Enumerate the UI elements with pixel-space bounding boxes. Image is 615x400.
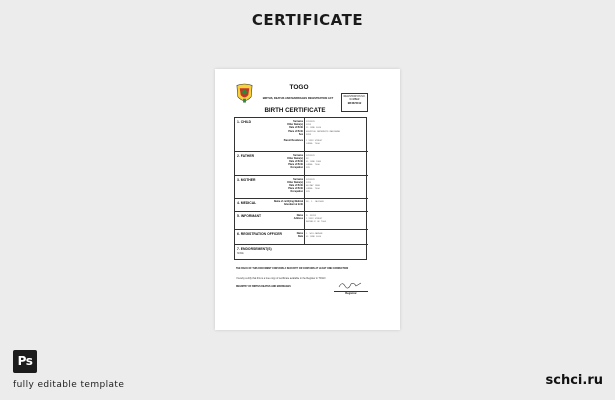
field-label: Surname	[293, 178, 303, 181]
field-value: 1 XXXX STREET	[306, 217, 323, 220]
field-row	[235, 236, 368, 240]
registration-number: ER4S72012	[347, 102, 362, 106]
section-title: 4. MEDICAL	[237, 201, 257, 205]
field-label: Date of Birth	[289, 160, 303, 163]
field-value: XXX	[306, 191, 310, 194]
certificate-title: BIRTH CERTIFICATE	[264, 107, 326, 114]
editable-caption: fully editable template	[13, 380, 125, 390]
section-title: 3. MOTHER	[237, 178, 256, 182]
field-row	[235, 204, 368, 208]
field-label: Surname	[293, 154, 303, 157]
column-divider	[304, 230, 305, 244]
field-value: XXXXXXX	[306, 178, 315, 181]
field-label: Place of Birth	[288, 130, 303, 133]
field-label: Name	[296, 232, 303, 235]
photoshop-logo-icon: Ps	[13, 350, 37, 373]
security-note: THE BACK OF THIS DOCUMENT CONTAINS A SECURITY OR CONTAINS AT LEAST ONE CORRECTION	[236, 268, 349, 270]
field-row	[235, 134, 368, 138]
section-informant	[235, 212, 368, 230]
registrar-signature-icon	[337, 280, 363, 290]
site-brand: schci.ru	[545, 373, 603, 388]
field-value: M. XXXXX	[306, 214, 317, 217]
field-label: Place of Birth	[288, 188, 303, 191]
registration-number-box	[341, 93, 368, 112]
section-title: 1. CHILD	[237, 120, 252, 124]
field-value: XXX	[306, 167, 310, 170]
field-label: Place of Birth	[288, 164, 303, 167]
field-value: XXXX	[306, 181, 312, 184]
field-value: REPUBLIC OF TOGO	[306, 220, 327, 223]
section-registration-officer	[235, 230, 368, 245]
column-divider	[304, 199, 305, 211]
section-child	[235, 118, 368, 152]
section-title: 7. ENDORSEMENT(S)	[237, 247, 272, 251]
field-value: DR. J. JACKSON	[306, 201, 324, 203]
certification-statement: I hereby certify that this is a true copy of certificate available in the Register in TOGO	[236, 277, 326, 280]
field-row	[235, 167, 368, 171]
registration-box-num-label: NUMBER	[349, 99, 360, 102]
section-title: 2. FATHER	[237, 154, 255, 158]
field-value: J. WILLIAMSON	[306, 232, 323, 235]
certificate-form	[234, 117, 367, 260]
field-label: Sex	[298, 133, 303, 136]
endorsement-note: NONE	[237, 253, 244, 255]
registrar-label: Registrar	[345, 292, 357, 295]
column-divider	[304, 212, 305, 229]
field-label: Parent Residence	[283, 140, 303, 142]
act-name: BIRTHS, DEATHS AND MARRIAGES REGISTRATION ACT	[262, 97, 334, 100]
field-label: Name of certifying Medical	[273, 201, 303, 203]
field-value: 1 XXXX STREET	[306, 140, 323, 142]
field-label: Occupation	[290, 167, 303, 170]
field-value: XXXX	[306, 124, 312, 127]
column-divider	[304, 176, 305, 198]
section-medical	[235, 199, 368, 212]
field-label: Other Name(s)	[287, 157, 303, 160]
page-title: CERTIFICATE	[251, 11, 364, 29]
column-divider	[304, 118, 305, 151]
field-value: HOSPITAL MATERNITE MARIEVAN	[306, 130, 340, 133]
field-label: Occupation	[290, 191, 303, 194]
section-father	[235, 152, 368, 176]
field-label: Other Name(s)	[287, 124, 303, 127]
field-label: Date of Birth	[289, 127, 303, 130]
section-title: 6. REGISTRATION OFFICER	[237, 232, 282, 236]
field-row	[235, 191, 368, 195]
field-value: 08 MAY 1988	[306, 184, 320, 187]
field-value: XXXX	[306, 133, 312, 136]
field-label: Surname	[293, 121, 303, 123]
field-value: XXXXXXX	[306, 121, 315, 123]
field-label: Address	[293, 217, 303, 220]
field-row	[235, 221, 368, 225]
section-title: 5. INFORMANT	[237, 214, 262, 218]
field-value: 01 JUNE 2020	[306, 235, 322, 238]
field-row	[235, 143, 368, 147]
field-value: LOMEE, TOGO	[306, 188, 320, 191]
column-divider	[304, 152, 305, 175]
field-label: Other Name(s)	[287, 181, 303, 184]
field-label: Name	[296, 214, 303, 217]
section-mother	[235, 176, 368, 199]
field-value: XX	[306, 157, 309, 160]
field-value: XXXXXXX	[306, 154, 315, 157]
field-value: 01 JUNE 1985	[306, 160, 322, 163]
field-value: LOMEE, TOGO	[306, 143, 320, 146]
field-label: Date of Birth	[289, 184, 303, 187]
section-endorsements	[235, 245, 368, 261]
registration-box-label: REGISTRATION NO.	[343, 96, 366, 98]
birth-certificate-document	[215, 69, 400, 330]
country-name: TOGO	[289, 84, 309, 91]
field-value: 21 JUNE 2020	[306, 127, 322, 130]
field-value: LOMEE, TOGO	[306, 164, 320, 167]
registry-name: REGISTRY OF BIRTHS DEATHS AND MARRIAGES	[236, 286, 291, 288]
field-label: Date	[298, 235, 303, 238]
field-label: Attendant at birth	[283, 204, 303, 207]
coat-of-arms-icon	[235, 83, 254, 105]
